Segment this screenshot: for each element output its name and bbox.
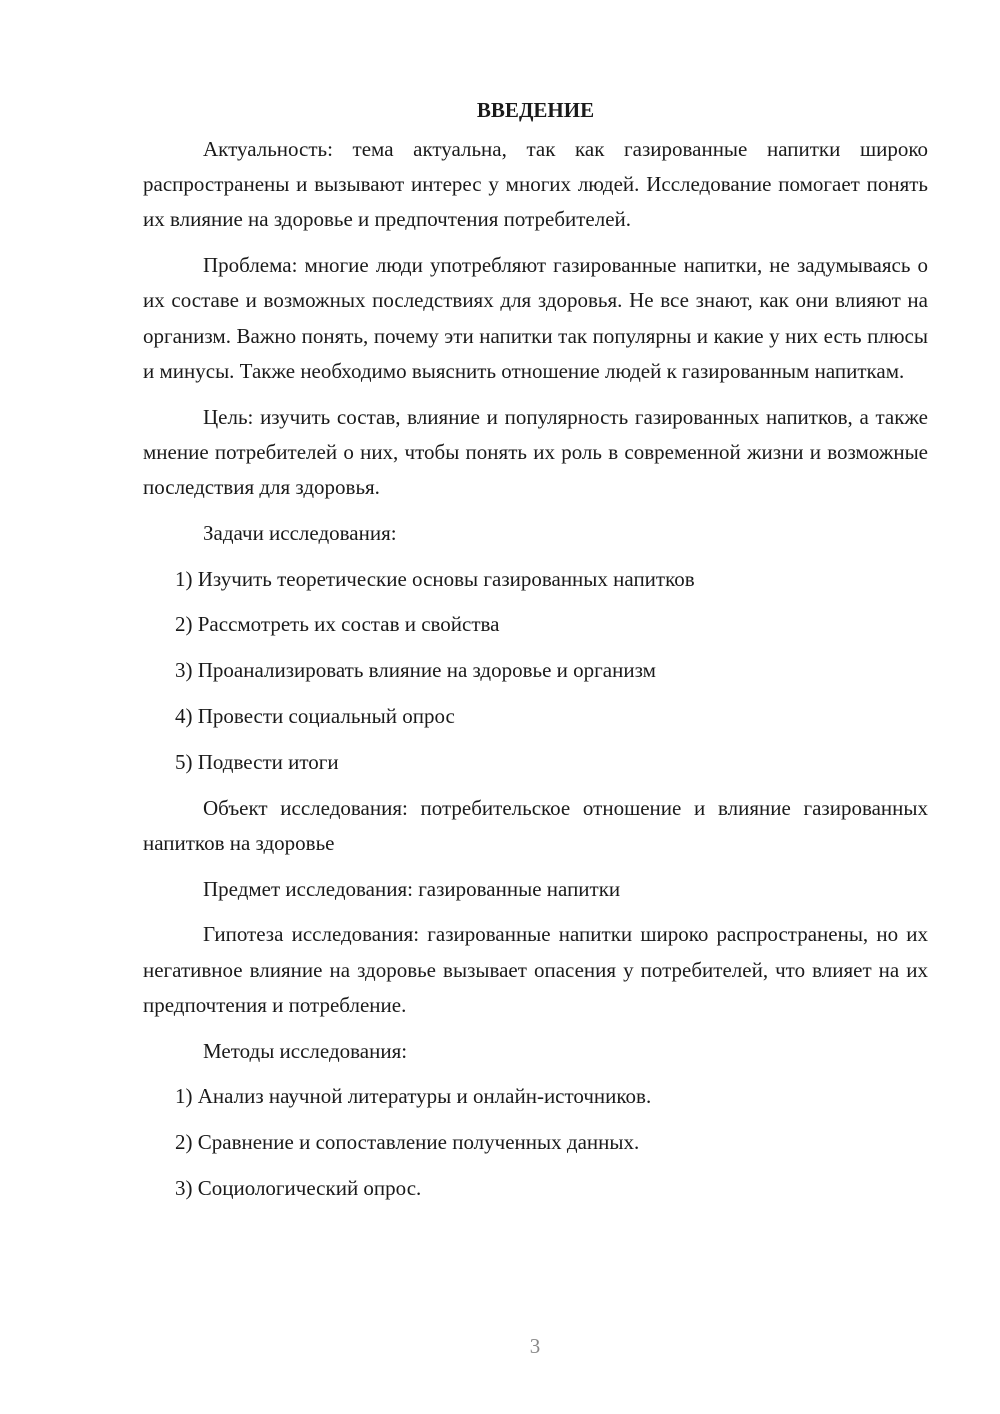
subject-paragraph: Предмет исследования: газированные напитки <box>203 876 621 901</box>
problem-paragraph: Проблема: многие люди употребляют газированные напитки, не задумываясь о их составе и возможных последствиях для здоровья. Не все знают, как они влияют на организм. Важно понять, почему эти напитки так популярны и какие у них есть плюсы и минусы. Также необходимо выяснить отношение людей к газированным напиткам. <box>143 253 928 383</box>
method-item: 1) Анализ научной литературы и онлайн-источников. <box>175 1084 652 1109</box>
page-content <box>143 92 928 1206</box>
task-item: 3) Проанализировать влияние на здоровье и организм <box>175 658 656 683</box>
task-item: 5) Подвести итоги <box>175 749 339 774</box>
page-number: 3 <box>529 1334 541 1358</box>
task-item: 1) Изучить теоретические основы газированных напитков <box>175 566 695 591</box>
goal-paragraph: Цель: изучить состав, влияние и популярность газированных напитков, а также мнение потребителей о них, чтобы понять их роль в современной жизни и возможные последствия для здоровья. <box>143 404 928 500</box>
methods-heading: Методы исследования: <box>203 1038 408 1063</box>
section-title: ВВЕДЕНИЕ <box>476 98 595 122</box>
hypothesis-paragraph: Гипотеза исследования: газированные напитки широко распространены, но их негативное влияние на здоровье вызывает опасения у потребителей, что влияет на их предпочтения и потребление. <box>143 922 928 1017</box>
tasks-heading: Задачи исследования: <box>203 520 397 545</box>
task-item: 2) Рассмотреть их состав и свойства <box>175 612 500 637</box>
task-item: 4) Провести социальный опрос <box>175 704 455 728</box>
relevance-paragraph: Актуальность: тема актуальна, так как газированные напитки широко распространены и вызывают интерес у многих людей. Исследование помогает понять их влияние на здоровье и предпочтения потребителей. <box>143 137 928 232</box>
method-item: 3) Социологический опрос. <box>175 1175 422 1200</box>
object-paragraph: Объект исследования: потребительское отношение и влияние газированных напитков на здоровье <box>143 795 928 855</box>
method-item: 2) Сравнение и сопоставление полученных данных. <box>175 1130 640 1155</box>
